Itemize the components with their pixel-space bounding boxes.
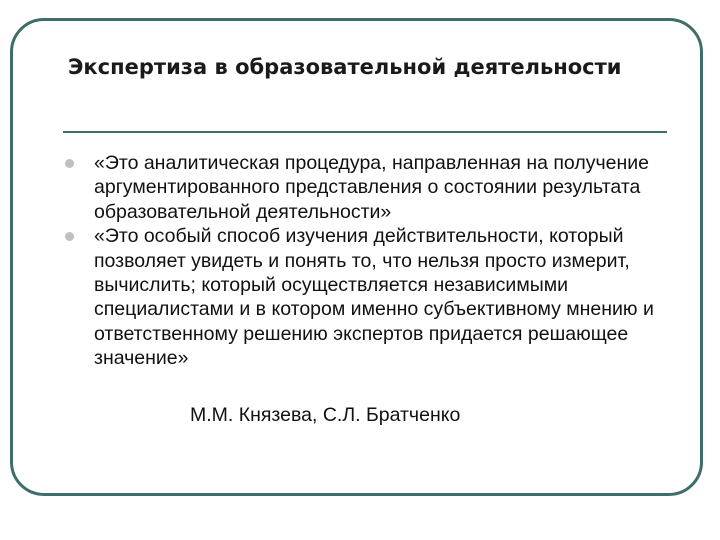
slide-content xyxy=(62,151,662,371)
quote-attribution: М.М. Князева, С.Л. Братченко xyxy=(190,404,461,426)
bullet-dot-icon xyxy=(65,232,74,241)
bullet-item-definition-1 xyxy=(62,151,662,224)
bullet-item-definition-2 xyxy=(62,224,662,370)
bullet-text: «Это особый способ изучения действительности, который позволяет увидеть и понять то, что нельзя просто измерит, вычислить; который осуществляется независимыми специалистами и в котором именно субъективному мнению и ответственному решению экспертов придается решающее значение» xyxy=(94,225,654,370)
slide-title: Экспертиза в образовательной деятельности xyxy=(68,55,622,79)
bullet-dot-icon xyxy=(65,159,74,168)
title-divider xyxy=(63,131,667,133)
bullet-text: «Это аналитическая процедура, направленная на получение аргументированного представления о состоянии результата образовательной деятельности» xyxy=(94,152,649,223)
